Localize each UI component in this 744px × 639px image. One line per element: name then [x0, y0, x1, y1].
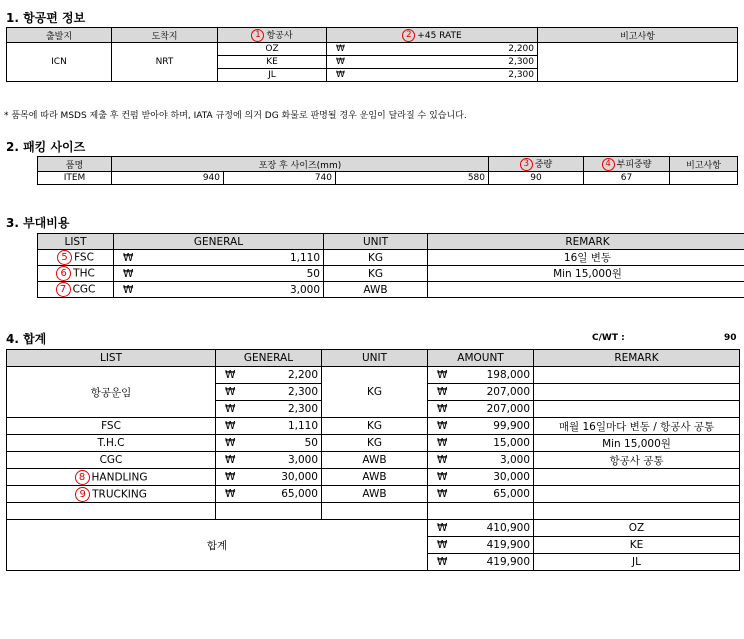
amount-cell: ₩ 198,000	[428, 367, 534, 384]
total-label-cell: 합계	[7, 520, 428, 571]
table-row	[38, 282, 744, 298]
cwt-value: 90	[724, 333, 737, 343]
marker-8: 8	[75, 470, 90, 485]
general-cell: ₩ 1,110	[114, 250, 324, 266]
table-row	[7, 435, 740, 452]
unit-cell: AWB	[322, 452, 428, 469]
header-size: 포장 후 사이즈(mm)	[112, 157, 489, 172]
marker-7: 7	[56, 282, 71, 297]
header-departure: 출발지	[7, 28, 112, 43]
header-vol-weight: 4 부피중량	[584, 157, 670, 172]
remark-cell	[428, 282, 744, 298]
general-cell: ₩ 2,200	[216, 367, 322, 384]
amount-cell: ₩ 207,000	[428, 384, 534, 401]
header-remark: 비고사항	[538, 28, 738, 43]
remark-cell: Min 15,000원	[534, 435, 740, 452]
section-4-title: 4. 합계	[6, 332, 47, 346]
marker-1: 1	[251, 29, 264, 42]
header-item: 품명	[38, 157, 112, 172]
amount-cell: ₩ 207,000	[428, 401, 534, 418]
height-cell: 580	[336, 172, 489, 185]
marker-2: 2	[402, 29, 415, 42]
list-cell: 5 FSC	[38, 250, 114, 266]
general-cell: ₩ 65,000	[216, 486, 322, 503]
remark-cell	[534, 401, 740, 418]
unit-cell: AWB	[322, 469, 428, 486]
rate-cell: ₩ 2,200	[327, 43, 538, 56]
table-row	[38, 266, 744, 282]
unit-cell: KG	[324, 250, 428, 266]
table-row	[7, 520, 740, 537]
section-2-title: 2. 패킹 사이즈	[6, 140, 86, 154]
amount-cell: ₩ 30,000	[428, 469, 534, 486]
weight-cell: 90	[489, 172, 584, 185]
msds-note: * 품목에 따라 MSDS 제출 후 컨펌 받아야 하며, IATA 규정에 의거 DG 화물로 판명될 경우 운임이 달라질 수 있습니다.	[4, 111, 467, 121]
marker-9: 9	[75, 487, 90, 502]
packing-size-table	[37, 156, 738, 185]
general-cell: ₩ 2,300	[216, 384, 322, 401]
general-cell: ₩ 30,000	[216, 469, 322, 486]
remark-cell	[670, 172, 738, 185]
amount-cell: ₩ 65,000	[428, 486, 534, 503]
arrival-cell: NRT	[112, 43, 218, 82]
section-3-title: 3. 부대비용	[6, 216, 70, 230]
freight-unit-cell: KG	[322, 367, 428, 418]
remark-cell	[534, 469, 740, 486]
rate-cell: ₩ 2,300	[327, 69, 538, 82]
header-rate: 2 +45 RATE	[327, 28, 538, 43]
table-row	[7, 469, 740, 486]
amount-cell: ₩ 419,900	[428, 537, 534, 554]
empty-row	[7, 503, 740, 520]
section-1-title: 1. 항공편 정보	[6, 11, 86, 25]
amount-cell: ₩ 419,900	[428, 554, 534, 571]
freight-label-cell: 항공운임	[7, 367, 216, 418]
unit-cell: KG	[324, 266, 428, 282]
table-row	[7, 486, 740, 503]
list-cell: CGC	[7, 452, 216, 469]
header-unit: UNIT	[324, 234, 428, 250]
header-general: GENERAL	[114, 234, 324, 250]
cwt-label: C/WT :	[592, 333, 625, 343]
header-arrival: 도착지	[112, 28, 218, 43]
total-airline-cell: OZ	[534, 520, 740, 537]
header-airline: 1 항공사	[218, 28, 327, 43]
remark-cell: 16일 변동	[428, 250, 744, 266]
header-list: LIST	[38, 234, 114, 250]
remark-cell: 매월 16일마다 변동 / 항공사 공통	[534, 418, 740, 435]
general-cell: ₩ 1,110	[216, 418, 322, 435]
length-cell: 940	[112, 172, 224, 185]
total-airline-cell: JL	[534, 554, 740, 571]
general-cell: ₩ 50	[114, 266, 324, 282]
total-table	[6, 349, 740, 571]
amount-cell: ₩ 410,900	[428, 520, 534, 537]
remark-cell	[534, 367, 740, 384]
marker-5: 5	[57, 250, 72, 265]
total-airline-cell: KE	[534, 537, 740, 554]
flight-info-table	[6, 27, 738, 82]
list-cell: T.H.C	[7, 435, 216, 452]
additional-cost-table	[37, 233, 744, 298]
departure-cell: ICN	[7, 43, 112, 82]
list-cell: 7 CGC	[38, 282, 114, 298]
rate-cell: ₩ 2,300	[327, 56, 538, 69]
list-cell: 8 HANDLING	[7, 469, 216, 486]
amount-cell: ₩ 15,000	[428, 435, 534, 452]
airline-cell: JL	[218, 69, 327, 82]
general-cell: ₩ 50	[216, 435, 322, 452]
remark-cell	[538, 43, 738, 82]
vol-weight-cell: 67	[584, 172, 670, 185]
unit-cell: KG	[322, 435, 428, 452]
header-remark: REMARK	[534, 350, 740, 367]
list-cell: 9 TRUCKING	[7, 486, 216, 503]
general-cell: ₩ 3,000	[216, 452, 322, 469]
list-cell: 6 THC	[38, 266, 114, 282]
remark-cell	[534, 384, 740, 401]
table-row	[7, 452, 740, 469]
amount-cell: ₩ 99,900	[428, 418, 534, 435]
unit-cell: AWB	[324, 282, 428, 298]
header-list: LIST	[7, 350, 216, 367]
amount-cell: ₩ 3,000	[428, 452, 534, 469]
header-remark: REMARK	[428, 234, 744, 250]
general-cell: ₩ 3,000	[114, 282, 324, 298]
header-unit: UNIT	[322, 350, 428, 367]
table-row	[7, 418, 740, 435]
airline-cell: KE	[218, 56, 327, 69]
header-weight: 3 중량	[489, 157, 584, 172]
remark-cell: Min 15,000원	[428, 266, 744, 282]
remark-cell	[534, 486, 740, 503]
header-amount: AMOUNT	[428, 350, 534, 367]
marker-3: 3	[520, 158, 533, 171]
item-cell: ITEM	[38, 172, 112, 185]
general-cell: ₩ 2,300	[216, 401, 322, 418]
header-general: GENERAL	[216, 350, 322, 367]
marker-6: 6	[56, 266, 71, 281]
unit-cell: KG	[322, 418, 428, 435]
airline-cell: OZ	[218, 43, 327, 56]
table-row	[7, 367, 740, 384]
marker-4: 4	[602, 158, 615, 171]
list-cell: FSC	[7, 418, 216, 435]
header-remark: 비고사항	[670, 157, 738, 172]
table-row	[38, 250, 744, 266]
width-cell: 740	[224, 172, 336, 185]
unit-cell: AWB	[322, 486, 428, 503]
remark-cell: 항공사 공통	[534, 452, 740, 469]
